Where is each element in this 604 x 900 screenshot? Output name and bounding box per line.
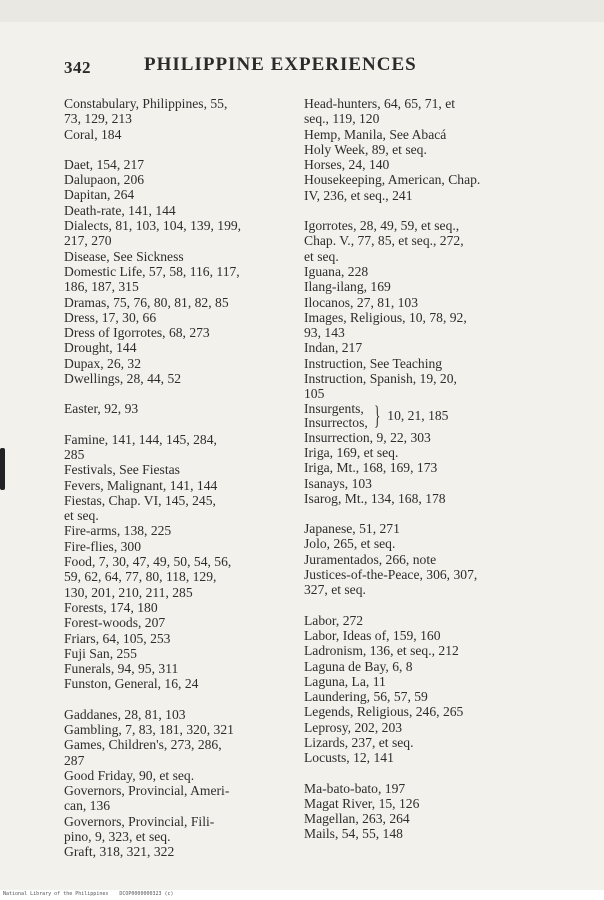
- entry-line: Dramas, 75, 76, 80, 81, 82, 85: [64, 294, 229, 310]
- entry-line: Igorrotes, 28, 49, 59, et seq.,: [304, 218, 460, 234]
- section-gap: [64, 692, 314, 707]
- index-entry: [64, 676, 314, 691]
- section-gap: [304, 203, 554, 218]
- entry-continuation: seq., 119, 120: [304, 111, 380, 127]
- index-entry: [304, 613, 554, 628]
- index-column-right: [304, 96, 554, 842]
- index-entry: [64, 523, 314, 538]
- entry-continuation: 186, 187, 315: [64, 279, 139, 295]
- entry-line: Fuji San, 255: [64, 645, 137, 661]
- entry-line: Dalupaon, 206: [64, 172, 145, 188]
- entry-line: Magellan, 263, 264: [304, 811, 410, 827]
- entry-continuation: 327, et seq.: [304, 582, 366, 598]
- index-entry: [304, 476, 554, 491]
- index-entry: [304, 279, 554, 294]
- entry-line: Disease, See Sickness: [64, 248, 184, 264]
- entry-line: Funston, General, 16, 24: [64, 676, 199, 692]
- index-entry: [304, 310, 554, 341]
- entry-line: Graft, 318, 321, 322: [64, 844, 175, 860]
- entry-line: Instruction, See Teaching: [304, 355, 443, 371]
- entry-line: Instruction, Spanish, 19, 20,: [304, 371, 457, 387]
- entry-continuation: et seq.: [64, 508, 99, 524]
- index-entry: [64, 310, 314, 325]
- entry-line: Death-rate, 141, 144: [64, 202, 176, 218]
- entry-continuation: 93, 143: [304, 325, 345, 341]
- entry-line: Lizards, 237, et seq.: [304, 734, 414, 750]
- entry-line: Legends, Religious, 246, 265: [304, 704, 464, 720]
- entry-continuation: 73, 129, 213: [64, 111, 132, 127]
- index-entry: [304, 811, 554, 826]
- entry-line: Holy Week, 89, et seq.: [304, 141, 427, 157]
- index-entry: [304, 567, 554, 598]
- entry-continuation: Chap. V., 77, 85, et seq., 272,: [304, 233, 464, 249]
- index-entry: [304, 750, 554, 765]
- index-entry: [64, 295, 314, 310]
- index-entry: [304, 826, 554, 841]
- running-title: PHILIPPINE EXPERIENCES: [144, 54, 417, 75]
- entry-line: Iriga, Mt., 168, 169, 173: [304, 460, 438, 476]
- index-entry: [64, 814, 314, 845]
- index-entry: [304, 295, 554, 310]
- entry-continuation: 217, 270: [64, 233, 112, 249]
- index-entry: [64, 631, 314, 646]
- entry-line: Insurrection, 9, 22, 303: [304, 429, 431, 445]
- section-gap: [64, 386, 314, 401]
- index-entry: [304, 460, 554, 475]
- scan-footer: [3, 891, 182, 897]
- entry-line: Locusts, 12, 141: [304, 750, 394, 766]
- entry-continuation: 105: [304, 386, 325, 402]
- entry-line: Dupax, 26, 32: [64, 355, 142, 371]
- index-entry: [64, 478, 314, 493]
- index-entry: [304, 674, 554, 689]
- index-entry: [64, 127, 314, 142]
- index-entry: [64, 600, 314, 615]
- entry-continuation: 130, 201, 210, 211, 285: [64, 584, 193, 600]
- index-entry: [304, 157, 554, 172]
- entry-line: Food, 7, 30, 47, 49, 50, 54, 56,: [64, 554, 232, 570]
- index-entry: [304, 142, 554, 157]
- index-entry: [304, 536, 554, 551]
- index-entry: [304, 796, 554, 811]
- entry-line: Famine, 141, 144, 145, 284,: [64, 431, 217, 447]
- index-entry: [64, 249, 314, 264]
- index-entry: [304, 356, 554, 371]
- index-entry: [64, 96, 314, 127]
- entry-line: Dapitan, 264: [64, 187, 135, 203]
- entry-continuation: IV, 236, et seq., 241: [304, 187, 413, 203]
- index-entry: [304, 264, 554, 279]
- entry-line: Forest-woods, 207: [64, 615, 166, 631]
- page-header: [64, 52, 554, 82]
- index-entry: [64, 707, 314, 722]
- entry-line: Daet, 154, 217: [64, 156, 145, 172]
- index-entry: [304, 402, 554, 430]
- entry-line: Housekeeping, American, Chap.: [304, 172, 481, 188]
- entry-line: Labor, Ideas of, 159, 160: [304, 627, 441, 643]
- entry-line: Images, Religious, 10, 78, 92,: [304, 309, 467, 325]
- page-number: 342: [64, 58, 91, 77]
- entry-line: Fire-flies, 300: [64, 538, 142, 554]
- index-entry: [304, 704, 554, 719]
- entry-line: Laguna de Bay, 6, 8: [304, 658, 413, 674]
- index-entry: [64, 264, 314, 295]
- scan-top-edge: [0, 0, 604, 22]
- entry-line: Laguna, La, 11: [304, 673, 386, 689]
- index-entry: [64, 493, 314, 524]
- entry-line: Dress, 17, 30, 66: [64, 309, 157, 325]
- entry-line: Leprosy, 202, 203: [304, 719, 403, 735]
- index-entry: [64, 737, 314, 768]
- entry-pages: 10, 21, 185: [387, 407, 449, 423]
- entry-term: Insurgents,: [304, 400, 364, 416]
- entry-line: Ilang-ilang, 169: [304, 279, 391, 295]
- index-entry: [304, 430, 554, 445]
- entry-line: Ma-bato-bato, 197: [304, 780, 406, 796]
- entry-line: Magat River, 15, 126: [304, 795, 420, 811]
- index-entry: [64, 172, 314, 187]
- entry-line: Easter, 92, 93: [64, 401, 139, 417]
- entry-continuation: 287: [64, 752, 85, 768]
- entry-line: Horses, 24, 140: [304, 157, 390, 173]
- entry-line: Games, Children's, 273, 286,: [64, 737, 222, 753]
- index-entry: [304, 340, 554, 355]
- entry-line: Dress of Igorrotes, 68, 273: [64, 325, 210, 341]
- index-entry: [64, 554, 314, 600]
- entry-continuation: 285: [64, 446, 85, 462]
- entry-line: Iriga, 169, et seq.: [304, 444, 399, 460]
- index-entry: [64, 722, 314, 737]
- entry-line: Justices-of-the-Peace, 306, 307,: [304, 567, 478, 583]
- section-gap: [64, 417, 314, 432]
- entry-line: Mails, 54, 55, 148: [304, 826, 403, 842]
- entry-line: Dialects, 81, 103, 104, 139, 199,: [64, 218, 242, 234]
- entry-line: Coral, 184: [64, 126, 122, 142]
- entry-line: Hemp, Manila, See Abacá: [304, 126, 447, 142]
- index-entry: [304, 735, 554, 750]
- index-entry: [304, 720, 554, 735]
- footer-library: National Library of the Philippines: [3, 891, 109, 897]
- index-entry: [304, 628, 554, 643]
- scan-margin-mark: [0, 448, 5, 490]
- index-entry: [64, 615, 314, 630]
- entry-line: Head-hunters, 64, 65, 71, et: [304, 96, 456, 111]
- index-entry: [64, 783, 314, 814]
- entry-line: Festivals, See Fiestas: [64, 462, 180, 478]
- index-entry: [304, 172, 554, 203]
- index-entry: [304, 521, 554, 536]
- entry-line: Domestic Life, 57, 58, 116, 117,: [64, 263, 240, 279]
- index-entry: [64, 371, 314, 386]
- index-entry: [64, 661, 314, 676]
- index-entry: [304, 781, 554, 796]
- index-entry: [64, 203, 314, 218]
- index-entry: [64, 646, 314, 661]
- entry-line: Governors, Provincial, Fili-: [64, 813, 215, 829]
- entry-line: Forests, 174, 180: [64, 599, 158, 615]
- index-entry: [304, 96, 554, 127]
- index-entry: [304, 552, 554, 567]
- index-entry: [64, 218, 314, 249]
- entry-line: Isanays, 103: [304, 475, 372, 491]
- index-entry: [64, 187, 314, 202]
- section-gap: [304, 598, 554, 613]
- section-gap: [304, 506, 554, 521]
- index-entry: [304, 643, 554, 658]
- index-entry: [64, 432, 314, 463]
- entry-line: Friars, 64, 105, 253: [64, 630, 171, 646]
- entry-line: Fevers, Malignant, 141, 144: [64, 477, 218, 493]
- index-entry: [64, 325, 314, 340]
- section-gap: [64, 142, 314, 157]
- entry-line: Governors, Provincial, Ameri-: [64, 783, 230, 799]
- index-entry: [64, 157, 314, 172]
- index-entry: [64, 462, 314, 477]
- entry-line: Jolo, 265, et seq.: [304, 536, 396, 552]
- entry-line: Japanese, 51, 271: [304, 521, 400, 537]
- footer-code: DCOP0000000323 (c): [119, 891, 174, 897]
- index-entry: [304, 689, 554, 704]
- index-entry: [304, 127, 554, 142]
- entry-line: Indan, 217: [304, 340, 363, 356]
- entry-line: Labor, 272: [304, 612, 364, 628]
- section-gap: [304, 766, 554, 781]
- entry-line: Ladronism, 136, et seq., 212: [304, 643, 459, 659]
- entry-line: Gaddanes, 28, 81, 103: [64, 706, 186, 722]
- index-entry: [64, 768, 314, 783]
- index-entry: [64, 340, 314, 355]
- entry-continuation: pino, 9, 323, et seq.: [64, 829, 171, 845]
- index-entry: [304, 491, 554, 506]
- index-entry: [304, 371, 554, 402]
- entry-continuation: can, 136: [64, 798, 111, 814]
- entry-line: Iguana, 228: [304, 263, 369, 279]
- brace-glyph: }: [373, 400, 381, 430]
- index-entry: [304, 659, 554, 674]
- entry-line: Drought, 144: [64, 340, 137, 356]
- entry-line: Juramentados, 266, note: [304, 551, 437, 567]
- index-entry: [304, 218, 554, 264]
- entry-line: Fire-arms, 138, 225: [64, 523, 172, 539]
- entry-line: Constabulary, Philippines, 55,: [64, 96, 228, 111]
- index-entry: [64, 356, 314, 371]
- entry-line: Laundering, 56, 57, 59: [304, 689, 428, 705]
- entry-line: Isarog, Mt., 134, 168, 178: [304, 490, 446, 506]
- index-entry: [64, 539, 314, 554]
- entry-line: Funerals, 94, 95, 311: [64, 661, 179, 677]
- entry-continuation: 59, 62, 64, 77, 80, 118, 129,: [64, 569, 217, 585]
- entry-line: Gambling, 7, 83, 181, 320, 321: [64, 721, 234, 737]
- entry-line: Good Friday, 90, et seq.: [64, 767, 195, 783]
- index-entry: [304, 445, 554, 460]
- entry-term: Insurrectos,: [304, 414, 368, 430]
- index-entry: [64, 844, 314, 859]
- entry-line: Ilocanos, 27, 81, 103: [304, 294, 419, 310]
- entry-continuation: et seq.: [304, 248, 339, 264]
- index-column-left: [64, 96, 314, 860]
- entry-line: Fiestas, Chap. VI, 145, 245,: [64, 492, 216, 508]
- entry-line: Dwellings, 28, 44, 52: [64, 371, 182, 387]
- index-entry: [64, 401, 314, 416]
